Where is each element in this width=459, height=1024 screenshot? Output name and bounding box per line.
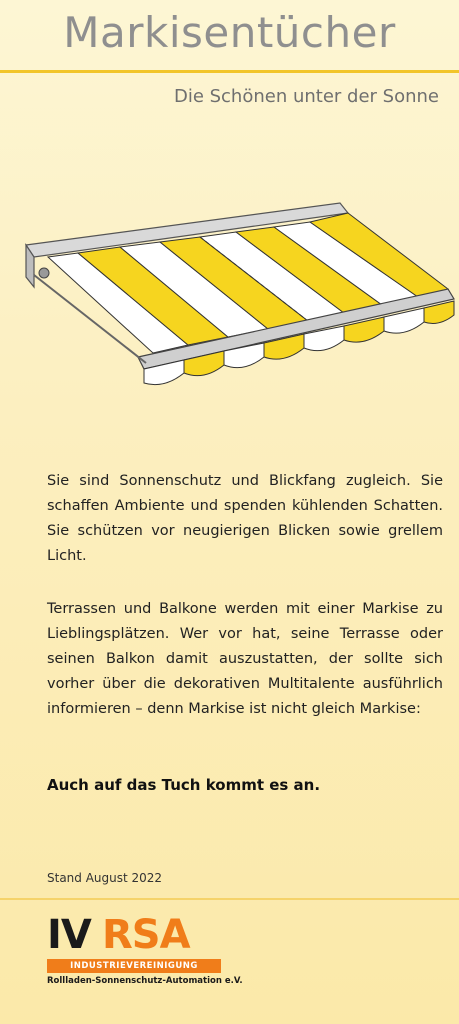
ivrsa-logo — [47, 912, 243, 986]
page-title: Markisentücher — [63, 8, 396, 57]
footer-divider — [0, 898, 459, 900]
page-subtitle: Die Schönen unter der Sonne — [173, 86, 439, 107]
intro-paragraph: Sie sind Sonnenschutz und Blickfang zugleich. Sie schaffen Ambiente und spenden kühlenden Schatten. Sie schützen vor neugierigen Blicken sowie grellem Licht. — [47, 473, 443, 564]
awning-illustration-icon — [18, 195, 458, 425]
logo-iv-text: IV — [47, 912, 91, 958]
title-divider — [0, 70, 459, 73]
info-paragraph: Terrassen und Balkone werden mit einer Markise zu Lieblingsplätzen. Wer vor hat, seine Terrasse oder seinen Balkon damit auszustatten, der sollte sich vorher über die dekorativen Multitalente ausführlich informieren – denn Markise ist nicht gleich Markise: — [47, 601, 443, 717]
claim-text: Auch auf das Tuch kommt es an. — [47, 776, 321, 794]
logo-rsa-text: RSA — [102, 912, 190, 958]
logo-bar: INDUSTRIEVEREINIGUNG — [47, 959, 221, 973]
logo-subline: Rollladen-Sonnenschutz-Automation e.V. — [47, 976, 243, 986]
date-note: Stand August 2022 — [47, 871, 163, 885]
